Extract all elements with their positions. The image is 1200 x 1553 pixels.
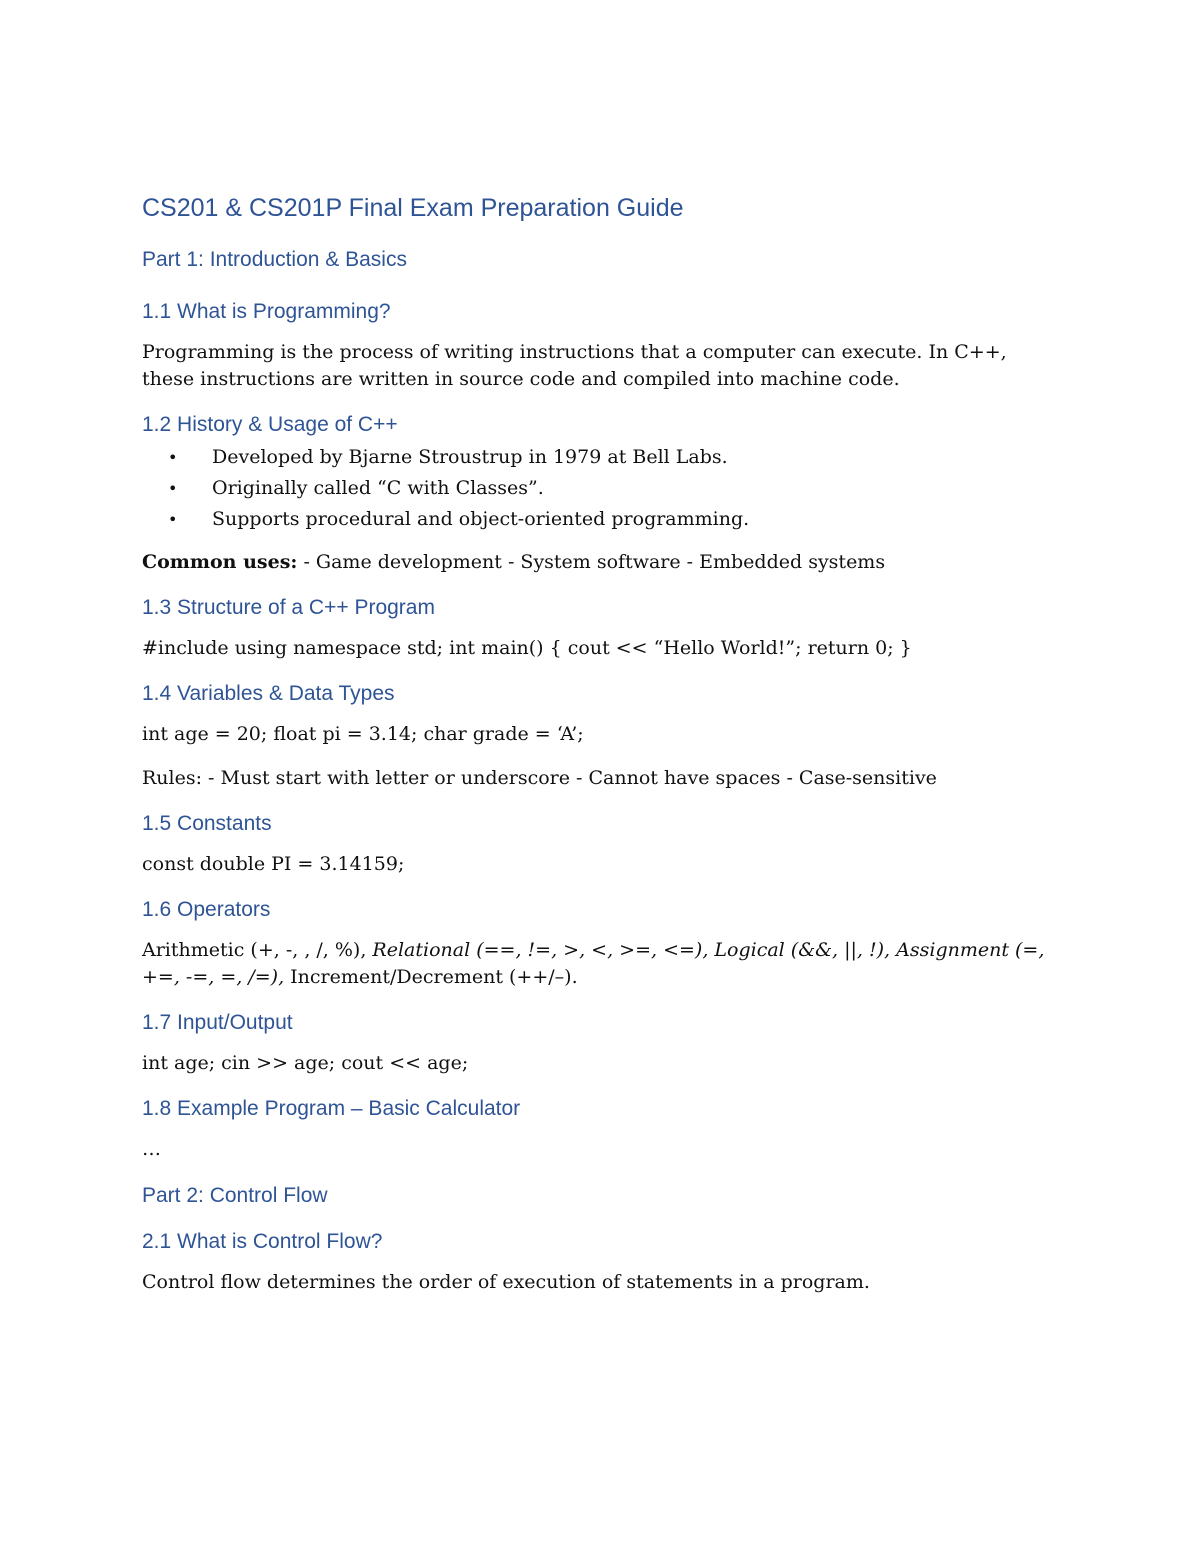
history-bullet-list (142, 442, 1062, 535)
section-1-8-heading: 1.8 Example Program – Basic Calculator (142, 1097, 521, 1120)
section-1-4-heading: 1.4 Variables & Data Types (142, 682, 395, 705)
constants-code: const double PI = 3.14159; (142, 853, 405, 875)
common-uses-paragraph (142, 549, 1062, 576)
document-title: CS201 & CS201P Final Exam Preparation Guide (142, 194, 684, 222)
list-item-text: Supports procedural and object-oriented programming. (212, 508, 750, 530)
section-2-1-heading: 2.1 What is Control Flow? (142, 1230, 383, 1253)
input-output-code: int age; cin >> age; cout << age; (142, 1052, 469, 1074)
document-content (142, 190, 1062, 1313)
list-item (142, 504, 1062, 535)
section-1-2-heading: 1.2 History & Usage of C++ (142, 413, 398, 436)
section-1-6-heading: 1.6 Operators (142, 898, 271, 921)
part-2-heading: Part 2: Control Flow (142, 1184, 328, 1207)
section-1-1-heading: 1.1 What is Programming? (142, 300, 391, 323)
relational-operators: Relational (==, !=, >, <, >=, <=), (372, 939, 715, 961)
list-item (142, 473, 1062, 504)
example-program-ellipsis: … (142, 1138, 161, 1160)
bullet-icon: • (168, 479, 178, 498)
common-uses-label: Common uses: (142, 551, 298, 573)
section-1-5-heading: 1.5 Constants (142, 812, 272, 835)
list-item-text: Originally called “C with Classes”. (212, 477, 544, 499)
common-uses-text: - Game development - System software - Embedded systems (297, 551, 886, 573)
bullet-icon: • (168, 510, 178, 529)
arithmetic-operators: Arithmetic (+, -, , /, %), (142, 939, 373, 961)
bullet-icon: • (168, 448, 178, 467)
increment-decrement-operators: Increment/Decrement (++/–). (290, 966, 578, 988)
section-1-3-heading: 1.3 Structure of a C++ Program (142, 596, 435, 619)
logical-operators: Logical (&&, ||, !), (714, 939, 897, 961)
operators-paragraph (142, 937, 1062, 991)
list-item (142, 442, 1062, 473)
part-1-heading: Part 1: Introduction & Basics (142, 248, 407, 271)
program-structure-code: #include using namespace std; int main() { cout << “Hello World!”; return 0; } (142, 637, 912, 659)
section-2-1-paragraph: Control flow determines the order of execution of statements in a program. (142, 1271, 870, 1293)
variables-code: int age = 20; float pi = 3.14; char grade = ‘A’; (142, 723, 584, 745)
variable-rules-paragraph: Rules: - Must start with letter or underscore - Cannot have spaces - Case-sensitive (142, 767, 937, 789)
section-1-7-heading: 1.7 Input/Output (142, 1011, 293, 1034)
list-item-text: Developed by Bjarne Stroustrup in 1979 at Bell Labs. (212, 446, 728, 468)
assignment-operators: Assignment (=, +=, -=, =, /=), (142, 939, 1045, 988)
section-1-1-paragraph: Programming is the process of writing instructions that a computer can execute. In C++, these instructions are written in source code and compiled into machine code. (142, 341, 1007, 390)
